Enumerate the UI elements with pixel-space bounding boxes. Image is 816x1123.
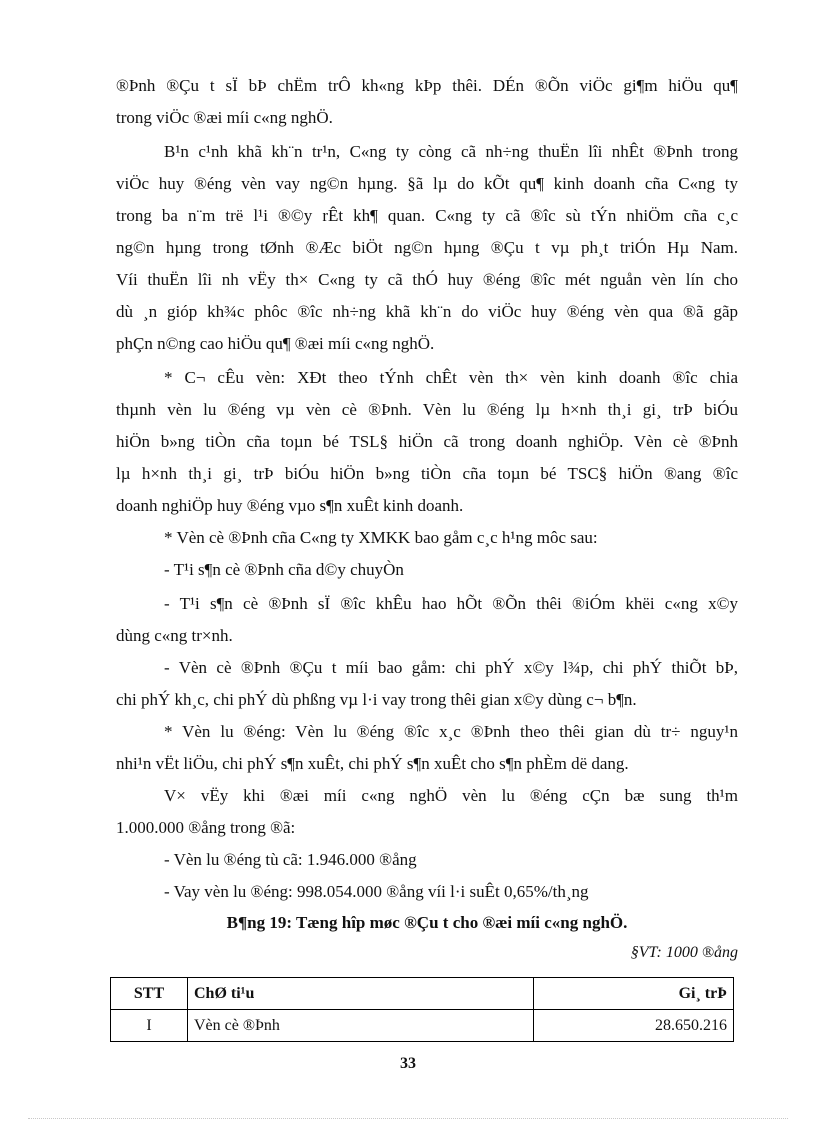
paragraph bbox=[116, 136, 738, 360]
cell-indicator: Vèn cè ®Þnh bbox=[188, 1010, 534, 1042]
text-line: trong ba n¨m trë l¹i ®©y rÊt kh¶ quan. C«ng ty cã ®îc sù tÝn nhiÖm cña c¸c bbox=[116, 206, 738, 225]
header-indicator: ChØ ti¹u bbox=[188, 978, 534, 1010]
text-line: chi phÝ kh¸c, chi phÝ dù phßng vµ l·i vay trong thêi gian x©y dùng c¬ b¶n. bbox=[116, 690, 637, 709]
text-line: * C¬ cÊu vèn: XÐt theo tÝnh chÊt vèn th× vèn kinh doanh ®îc chia bbox=[164, 368, 738, 387]
table-title: B¶ng 19: Tæng hîp møc ®Çu t cho ®æi míi c«ng nghÖ. bbox=[226, 913, 628, 932]
text-line: - Vèn cè ®Þnh ®Çu t míi bao gåm: chi phÝ x©y l¾p, chi phÝ thiÕt bÞ, bbox=[164, 658, 738, 677]
cell-value: 28.650.216 bbox=[534, 1010, 734, 1042]
page-number: 33 bbox=[400, 1055, 416, 1072]
text-line: ng©n hµng trong tØnh ®Æc biÖt ng©n hµng ®Çu t vµ ph¸t triÓn Hµ Nam. bbox=[116, 238, 738, 257]
text-line: 1.000.000 ®ång trong ®ã: bbox=[116, 818, 296, 837]
page-bottom-border bbox=[28, 1118, 788, 1119]
text-line: phÇn n©ng cao hiÖu qu¶ ®æi míi c«ng nghÖ. bbox=[116, 334, 435, 353]
text-line: V× vËy khi ®æi míi c«ng nghÖ vèn lu ®éng cÇn bæ sung th¹m bbox=[164, 786, 738, 805]
text-line: * Vèn lu ®éng: Vèn lu ®éng ®îc x¸c ®Þnh theo thêi gian dù tr÷ nguy¹n bbox=[164, 722, 738, 741]
text-line: dùng c«ng tr×nh. bbox=[116, 626, 233, 645]
paragraph bbox=[116, 588, 738, 652]
text-line: dù ¸n gióp kh¾c phôc ®îc nh÷ng khã kh¨n do viÖc huy ®éng vèn qua ®ã gãp bbox=[116, 302, 738, 321]
paragraph bbox=[116, 70, 738, 134]
header-stt: STT bbox=[111, 978, 188, 1010]
text-line: - T¹i s¶n cè ®Þnh cña d©y chuyÒn bbox=[164, 560, 404, 579]
text-line: thµnh vèn lu ®éng vµ vèn cè ®Þnh. Vèn lu ®éng lµ h×nh th¸i gi¸ trÞ biÓu bbox=[116, 400, 738, 419]
cell-stt: I bbox=[111, 1010, 188, 1042]
unit-note: §VT: 1000 ®ång bbox=[630, 944, 738, 961]
text-line: doanh nghiÖp huy ®éng vµo s¶n xuÊt kinh doanh. bbox=[116, 496, 464, 515]
text-line: - Vèn lu ®éng tù cã: 1.946.000 ®ång bbox=[164, 850, 417, 869]
text-line: ®Þnh ®Çu t sÏ bÞ chËm trÔ kh«ng kÞp thêi. DÉn ®Õn viÖc gi¶m hiÖu qu¶ bbox=[116, 76, 738, 95]
paragraph bbox=[116, 844, 738, 876]
text-line: nhi¹n vËt liÖu, chi phÝ s¶n xuÊt, chi phÝ s¶n xuÊt cho s¶n phÈm dë dang. bbox=[116, 754, 629, 773]
paragraph bbox=[116, 554, 738, 586]
text-line: viÖc huy ®éng vèn vay ng©n hµng. §ã lµ do kÕt qu¶ kinh doanh cña C«ng ty bbox=[116, 174, 738, 193]
text-line: trong viÖc ®æi míi c«ng nghÖ. bbox=[116, 108, 333, 127]
text-line: - Vay vèn lu ®éng: 998.054.000 ®ång víi l·i suÊt 0,65%/th¸ng bbox=[164, 882, 589, 901]
paragraph bbox=[116, 876, 738, 908]
text-line: - T¹i s¶n cè ®Þnh sÏ ®îc khÊu hao hÕt ®Õn thêi ®iÓm khëi c«ng x©y bbox=[164, 594, 738, 613]
paragraph bbox=[116, 780, 738, 844]
paragraph bbox=[116, 522, 738, 554]
table-row bbox=[111, 1010, 734, 1042]
summary-table bbox=[110, 977, 734, 1042]
text-line: Víi thuËn lîi nh vËy th× C«ng ty cã thÓ huy ®éng ®îc mét nguån vèn lín cho bbox=[116, 270, 738, 289]
text-line: lµ h×nh th¸i gi¸ trÞ biÓu hiÖn b»ng tiÒn cña toµn bé TSC§ hiÖn ®ang ®îc bbox=[116, 464, 738, 483]
text-line: hiÖn b»ng tiÒn cña toµn bé TSL§ hiÖn cã trong doanh nghiÖp. Vèn cè ®Þnh bbox=[116, 432, 738, 451]
paragraph bbox=[116, 716, 738, 780]
header-value: Gi¸ trÞ bbox=[534, 978, 734, 1010]
text-line: B¹n c¹nh khã kh¨n tr¹n, C«ng ty còng cã nh÷ng thuËn lîi nhÊt ®Þnh trong bbox=[164, 142, 738, 161]
table-header-row bbox=[111, 978, 734, 1010]
text-line: * Vèn cè ®Þnh cña C«ng ty XMKK bao gåm c¸c h¹ng môc sau: bbox=[164, 528, 598, 547]
paragraph bbox=[116, 652, 738, 716]
paragraph bbox=[116, 362, 738, 522]
